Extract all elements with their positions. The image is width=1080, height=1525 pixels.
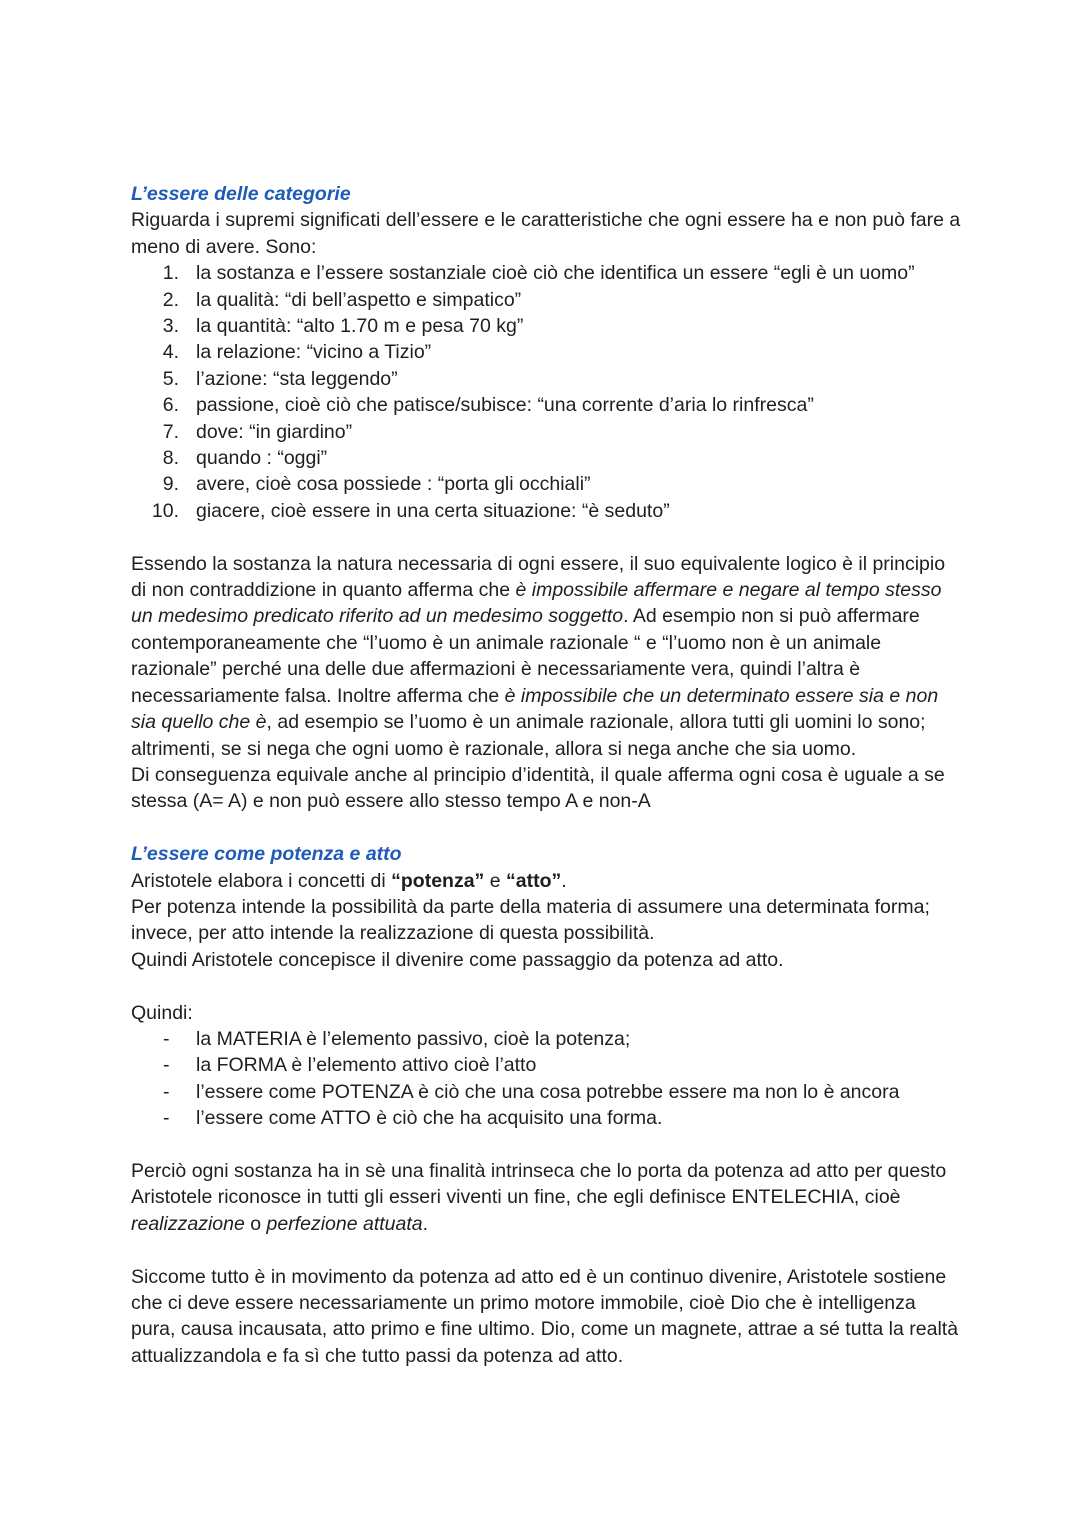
list-item-text: l’azione: “sta leggendo” <box>196 367 398 390</box>
list-item <box>131 471 961 497</box>
text-run: Aristotele elabora i concetti di <box>131 869 392 892</box>
text-run: e <box>484 869 506 892</box>
text-run: , ad esempio se l’uomo è un animale razionale, allora tutti gli uomini lo sono; altrimenti, se si nega che ogni uomo è razionale, allora si nega anche che sia uomo. <box>131 711 926 760</box>
list-item-text: la qualità: “di bell’aspetto e simpatico” <box>196 288 522 311</box>
list-item-text: la relazione: “vicino a Tizio” <box>196 341 432 364</box>
list-item-text: giacere, cioè essere in una certa situazione: “è seduto” <box>196 499 670 522</box>
list-number: 1. <box>162 262 179 285</box>
primo-motore-paragraph: Siccome tutto è in movimento da potenza ad atto ed è un continuo divenire, Aristotele sostiene che ci deve essere necessariamente un primo motore immobile, cioè Dio che è intelligenza pura, causa incausata, atto primo e fine ultimo. Dio, come un magnete, attrae a sé tutta la realtà attualizzandola e fa sì che tutto passi da potenza ad atto. <box>131 1265 959 1367</box>
dash-bullet: - <box>163 1107 170 1130</box>
identity-paragraph: Di conseguenza equivale anche al principio d’identità, il quale afferma ogni cosa è uguale a se stessa (A= A) e non può essere allo stesso tempo A e non-A <box>131 763 945 813</box>
list-item-text: la sostanza e l’essere sostanziale cioè ciò che identifica un essere “egli è un uomo” <box>196 262 915 285</box>
list-number: 3. <box>162 315 179 338</box>
italic-run: è impossibile affermare e negare al tempo stesso un medesimo predicato riferito ad un medesimo soggetto <box>131 579 942 628</box>
dash-bullet: - <box>163 1027 170 1050</box>
italic-run: è impossibile che un determinato essere sia e non sia quello che è <box>131 684 939 734</box>
concepts-line <box>131 868 961 894</box>
list-item <box>131 419 961 445</box>
text-run: . <box>561 869 567 892</box>
quindi-label: Quindi: <box>131 1001 193 1024</box>
list-item <box>131 445 961 471</box>
bold-run: “atto” <box>506 869 562 892</box>
list-item-text: passione, cioè ciò che patisce/subisce: “una corrente d’aria lo rinfresca” <box>196 394 814 417</box>
entelechia-paragraph <box>131 1158 961 1237</box>
list-item <box>131 498 961 524</box>
list-number: 7. <box>162 420 179 443</box>
concepts-bullet-list <box>131 1026 961 1132</box>
list-item-text: dove: “in giardino” <box>196 420 353 443</box>
list-item <box>131 1052 961 1078</box>
dash-bullet: - <box>163 1080 170 1103</box>
list-item-text: avere, cioè cosa possiede : “porta gli occhiali” <box>196 473 591 496</box>
list-item <box>131 1026 961 1052</box>
list-number: 10. <box>151 499 179 522</box>
list-item-text: la FORMA è l’elemento attivo cioè l’atto <box>196 1054 537 1077</box>
list-number: 4. <box>162 341 179 364</box>
list-number: 8. <box>162 447 179 470</box>
text-run: Essendo la sostanza la natura necessaria di ogni essere, il suo equivalente logico è il principio di non contraddizione in quanto afferma che <box>131 552 946 602</box>
divenire-line: Quindi Aristotele concepisce il divenire come passaggio da potenza ad atto. <box>131 948 784 971</box>
list-item <box>131 1079 961 1105</box>
categories-list <box>131 260 961 524</box>
italic-run: realizzazione <box>131 1212 245 1235</box>
potenza-definition: Per potenza intende la possibilità da parte della materia di assumere una determinata forma; invece, per atto intende la realizzazione di questa possibilità. <box>131 895 930 945</box>
non-contradiction-paragraph <box>131 551 961 762</box>
list-number: 6. <box>162 394 179 417</box>
text-run: . Ad esempio non si può affermare contemporaneamente che “l’uomo è un animale razionale “ e “l’uomo non è un animale razionale” perché una delle due affermazioni è necessariamente vera, quindi l’altra è necessariamente falsa. Inoltre afferma che <box>131 605 920 707</box>
list-item <box>131 392 961 418</box>
document-content <box>131 181 961 1369</box>
list-item <box>131 1105 961 1131</box>
italic-run: perfezione attuata <box>266 1212 423 1235</box>
list-item <box>131 260 961 286</box>
list-item <box>131 366 961 392</box>
list-item <box>131 287 961 313</box>
bold-run: “potenza” <box>391 869 485 892</box>
dash-bullet: - <box>163 1054 170 1077</box>
list-item <box>131 313 961 339</box>
list-item-text: la MATERIA è l’elemento passivo, cioè la potenza; <box>196 1027 631 1050</box>
list-number: 9. <box>162 473 179 496</box>
list-item-text: l’essere come ATTO è ciò che ha acquisito una forma. <box>196 1107 663 1130</box>
text-run: Perciò ogni sostanza ha in sè una finalità intrinseca che lo porta da potenza ad atto per questo Aristotele riconosce in tutti gli esseri viventi un fine, che egli definisce ENTELECHIA, cioè <box>131 1159 947 1209</box>
list-item-text: quando : “oggi” <box>196 447 328 470</box>
list-item-text: la quantità: “alto 1.70 m e pesa 70 kg” <box>196 315 524 338</box>
intro-paragraph: Riguarda i supremi significati dell’essere e le caratteristiche che ogni essere ha e non può fare a meno di avere. Sono: <box>131 209 961 258</box>
list-number: 5. <box>162 367 179 390</box>
text-run: o <box>244 1212 267 1235</box>
list-item-text: l’essere come POTENZA è ciò che una cosa potrebbe essere ma non lo è ancora <box>196 1080 900 1103</box>
list-item <box>131 339 961 365</box>
section-heading-potenza-atto: L’essere come potenza e atto <box>131 843 402 866</box>
text-run: . <box>422 1212 429 1235</box>
list-number: 2. <box>162 288 179 311</box>
section-heading-categorie: L’essere delle categorie <box>131 183 351 205</box>
